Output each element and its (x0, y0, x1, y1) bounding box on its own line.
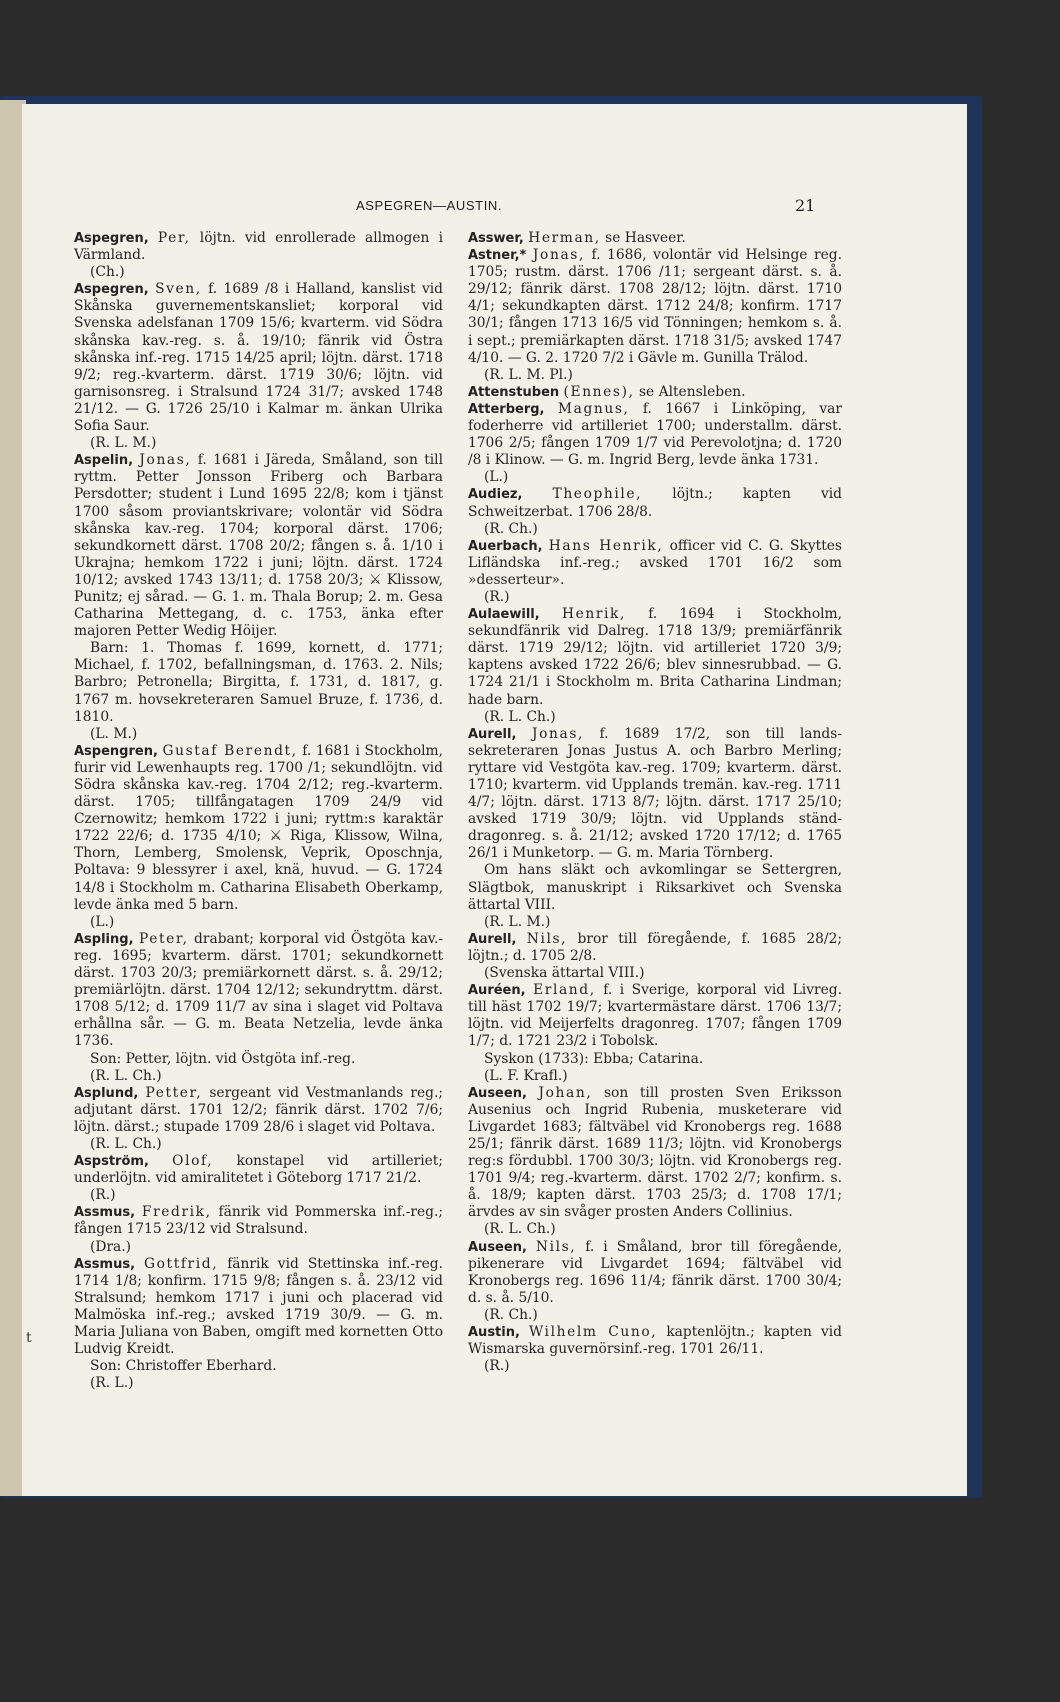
biography-entry (468, 1239, 842, 1307)
entry-sources: (R.) (484, 1358, 510, 1375)
entry-text: f. 1694 i Stockholm, sekundfänrik vid Dalreg. 1718 13/9; premiärfänrik därst. 1719 29/12; löjtn. vid artilleriet 1720 3/9; kaptens avsked 1722 26/6; blev sinnesrubbad. — G. 1724 21/1 i Stockholm m. Brita Catharina Lindman; hade barn. (468, 606, 843, 708)
entry-surname: Aspegren, (74, 231, 149, 246)
entry-sources: (R. L. Ch.) (484, 708, 556, 725)
page-number: 21 (795, 196, 816, 215)
entry-note: Son: Petter, löjtn. vid Östgöta inf.-reg. (90, 1050, 356, 1067)
book-page (22, 104, 967, 1496)
entry-given-name: Wilhelm Cuno, (529, 1324, 658, 1340)
biography-entry (74, 452, 443, 640)
entry-given-name: Peter, (138, 930, 189, 947)
entry-given-name: Jonas, (531, 725, 584, 742)
biography-entry (468, 1085, 842, 1222)
entry-given-name: Henrik, (561, 606, 626, 623)
entry-note: Son: Christoffer Eberhard. (90, 1358, 277, 1375)
entry-text: sergeant vid Vestmanlands reg.; adjutant därst. 1701 12/2; fänrik därst. 1702 7/6; löjtn. därst.; stupade 1709 28/6 i slaget vid Poltava. (74, 1084, 443, 1135)
entry-given-name: Johan, (538, 1084, 593, 1101)
entry-surname: Aspström, (74, 1154, 149, 1170)
biography-entry (468, 726, 842, 863)
biography-entry (468, 931, 842, 965)
entry-text: fänrik vid Pommerska inf.-reg.; fången 1715 23/12 vid Stralsund. (74, 1204, 443, 1238)
biography-entry (468, 247, 842, 367)
entry-surname: Aspengren, (74, 743, 158, 759)
entry-text: f. i Sverige, korporal vid Livreg. till häst 1702 19/7; kvartermästare därst. 1706 13/7; löjtn. vid Meijerfelts dragonreg. 1707; fången 1709 1/7; d. 1721 23/2 i Tobolsk. (468, 982, 842, 1050)
entry-text: se Hasveer. (600, 230, 686, 246)
entry-given-name: Jonas, (532, 247, 585, 264)
entry-surname: Aurell, (468, 726, 517, 742)
entry-text: löjtn. vid enrollerade allmogen i Värmland. (74, 230, 443, 264)
entry-surname: Asplund, (74, 1085, 139, 1101)
entry-surname: Aspling, (74, 931, 134, 947)
entry-surname: Auerbach, (468, 538, 543, 554)
entry-text: officer vid C. G. Skyttes Lifländska inf.-reg.; avsked 1701 16/2 som »desserteur». (468, 537, 842, 588)
biography-entry (74, 743, 443, 914)
entry-given-name: Magnus, (557, 400, 630, 417)
entry-sources: (L. F. Krafl.) (484, 1067, 568, 1084)
left-column (74, 230, 443, 1392)
entry-sources: (R. Ch.) (484, 520, 538, 537)
entry-sources: (R. L. M.) (90, 435, 157, 452)
entry-sources: (Dra.) (90, 1238, 132, 1255)
running-head: ASPEGREN—AUSTIN. (356, 198, 503, 213)
entry-text: f. 1689 17/2, son till lands-sekreteraren Jonas Justus A. och Barbro Merling; ryttare vid Vestgöta kav.-reg. 1709; kvarterm. därst. 1710; kvarterm. vid Upplands tremän. kav.-reg. 1711 4/7; löjtn. därst. 1713 8/7; löjtn. därst. 1717 25/10; avsked 1719 30/9; löjtn. vid Upplands ständ-dragonreg. s. å. 21/12; avsked 1720 17/12; d. 1765 26/1 i Munketorp. — G. m. Maria Törnberg. (468, 725, 842, 862)
entry-surname: Attenstuben (468, 384, 560, 400)
biography-entry (468, 538, 842, 589)
entry-text: f. 1689 /8 i Halland, kanslist vid Skånska guvernementskansliet; korporal vid Svenska adelsfanan 1709 15/6; kvarterm. vid Södra skånska kav.-reg. s. å. 19/10; fänrik vid Östra skånska inf.-reg. 1715 14/25 april; löjtn. därst. 1718 9/2; reg.-kvarterm. därst. 1719 30/6; löjtn. vid garnisonsreg. i Stralsund 1724 31/7; avsked 1748 21/12. — G. 1726 25/10 i Kalmar m. änkan Ulrika Sofia Saur. (74, 281, 443, 435)
page-header (22, 196, 967, 220)
entry-given-name: Herman, (528, 230, 601, 246)
entry-sources: (R. L. Ch.) (90, 1067, 162, 1084)
right-column (468, 230, 842, 1375)
entry-surname: Asswer, (468, 231, 524, 246)
entry-text: konstapel vid artilleriet; underlöjtn. vid amiralitetet i Göteborg 1717 21/2. (74, 1153, 443, 1187)
margin-mark: t (26, 1330, 32, 1346)
entry-sources: (R. L. Ch.) (484, 1221, 556, 1238)
entry-sources: (R. L. Ch.) (90, 1135, 162, 1152)
entry-text: son till prosten Sven Eriksson Ausenius och Ingrid Rubenia, musketerare vid Livgardet 1683; fältväbel vid Kronobergs reg. 1688 25/1; fänrik därst. 1689 11/3; löjtn. vid Kronobergs reg:s fördubbl. 1700 30/3; löjtn. vid Kronobergs reg. 1701 9/4; reg.-kvarterm. därst. 1702 2/7; konfirm. s. å. 18/9; kapten därst. 1703 25/3; d. 1708 17/1; ärvdes av sin svåger prosten Anders Collinius. (468, 1084, 842, 1221)
entry-surname: Assmus, (74, 1256, 136, 1272)
entry-surname: Audiez, (468, 487, 523, 503)
entry-given-name: Nils, (526, 930, 568, 947)
biography-entry (74, 281, 443, 435)
biography-entry (468, 982, 842, 1050)
entry-surname: Aurell, (468, 931, 517, 947)
entry-sources: (R. L. M.) (484, 913, 551, 930)
biography-entry (74, 931, 443, 1051)
entry-text: f. 1681 i Järeda, Småland, son till ryttm. Petter Jonsson Friberg och Barbara Persdotter; student i Lund 1695 22/8; kom i tjänst 1700 såsom proviantskrivare; volontär vid Södra skånska kav.-reg. 1704; korporal därst. 1706; sekundkornett därst. 1708 20/2; fången s. å. 1/10 i Ukrajna; hemkom 1722 i juni; löjtn. därst. 1724 10/12; avsked 1743 13/11; d. 1758 20/3; ⚔ Klissow, Punitz; ej sårad. — G. 1. m. Thala Borup; 2. m. Gesa Catharina Mettegang, d. c. 1753, änka efter majoren Petter Wedig Höijer. (74, 452, 443, 640)
entry-text: f. 1681 i Stockholm, furir vid Lewenhaupts reg. 1700 /1; sekundlöjtn. vid Södra skånska kav.-reg. 1704 2/12; reg.-kvarterm. därst. 1705; tillfångatagen 1709 24/9 vid Czernowitz; hemkom 1722 i juni; ryttm:s karaktär 1722 22/6; d. 1735 4/10; ⚔ Riga, Klissow, Wilna, Thorn, Lemberg, Smolensk, Veprik, Oposchnja, Poltava: 9 blessyrer i axel, knä, huvud. — G. 1724 14/8 i Stockholm m. Catharina Elisabeth Oberkamp, levde änka med 5 barn. (74, 742, 444, 913)
entry-text: f. 1686, volontär vid Helsinge reg. 1705; rustm. därst. 1706 /11; sergeant därst. s. å. 29/12; fänrik därst. 1708 28/12; löjtn. därst. 1710 4/1; sekundkapten därst. 1712 24/8; konfirm. 1717 30/1; fången 1713 16/5 vid Tönningen; hemkom s. å. i sept.; premiärkapten därst. 1718 31/5; avsked 1747 4/10. — G. 2. 1720 7/2 i Gävle m. Gunilla Trälod. (468, 247, 843, 366)
entry-surname: Assmus, (74, 1205, 136, 1221)
entry-given-name: Gottfrid, (144, 1255, 219, 1272)
entry-note: Syskon (1733): Ebba; Catarina. (484, 1050, 704, 1067)
entry-sources: (Ch.) (90, 264, 125, 281)
entry-surname: Auseen, (468, 1239, 527, 1255)
entry-text: fänrik vid Stettinska inf.-reg. 1714 1/8; konfirm. 1715 9/8; fången s. å. 23/12 vid Stralsund; hemkom 1717 i juni och placerad vid Malmöska inf.-reg.; avsked 1719 30/9. — G. m. Maria Juliana von Baben, omgift med kornetten Otto Ludvig Kreidt. (74, 1255, 444, 1358)
entry-sources: (R. L. M. Pl.) (484, 366, 573, 383)
entry-sources: (R.) (90, 1187, 116, 1204)
entry-text: bror till föregående, f. 1685 28/2; löjtn.; d. 1705 2/8. (468, 930, 842, 964)
entry-given-name: Per, (157, 230, 191, 246)
biography-entry (74, 1085, 443, 1136)
entry-text: drabant; korporal vid Östgöta kav.-reg. 1695; kvarterm. därst. 1701; sekundkornett därst. 1703 20/3; premiärkornett därst. s. å. 29/12; premiärlöjtn. därst. 1704 12/12; sekundryttm. därst. 1708 5/12; d. 1709 11/7 av sina i slaget vid Poltava erhållna sår. — G. m. Beata Netzelia, levde änka 1736. (74, 930, 443, 1050)
entry-given-name: Fredrik, (141, 1204, 212, 1221)
entry-sources: (R. L.) (90, 1375, 134, 1392)
entry-text: se Altensleben. (634, 383, 746, 400)
biography-entry (74, 1256, 443, 1359)
entry-text: löjtn.; kapten vid Schweitzerbat. 1706 28/8. (468, 486, 842, 520)
biography-entry (74, 1153, 443, 1187)
entry-given-name: Theophile, (552, 486, 643, 503)
entry-note: Om hans släkt och avkomlingar se Settergren, Slägtbok, manuskript i Riksarkivet och Svenska ättartal VIII. (468, 862, 842, 913)
entry-surname: Austin, (468, 1325, 520, 1340)
entry-surname: Auseen, (468, 1085, 527, 1101)
entry-given-name: Hans Henrik, (548, 537, 664, 554)
entry-given-name: Sven, (155, 281, 202, 298)
entry-sources: (R. Ch.) (484, 1306, 538, 1323)
entry-text: f. i Småland, bror till föregående, pikenerare vid Livgardet 1694; fältväbel vid Kronobergs reg. 1696 11/4; fänrik därst. 1700 30/4; d. s. å. 5/10. (468, 1238, 842, 1306)
entry-given-name: Erland, (533, 982, 596, 999)
entry-text: f. 1667 i Linköping, var foderherre vid artilleriet 1700; understallm. därst. 1706 2/5; fången 1709 1/7 vid Perevolotjna; d. 1720 /8 i Klinow. — G. m. Ingrid Berg, levde änka 1731. (468, 400, 843, 469)
entry-sources: (L.) (90, 913, 115, 930)
entry-surname: Auréen, (468, 983, 526, 999)
entry-surname: Aulaewill, (468, 607, 540, 623)
biography-entry (468, 606, 842, 709)
biography-entry (468, 230, 842, 247)
biography-entry (468, 486, 842, 520)
entry-given-name: Petter, (145, 1084, 203, 1101)
entry-sources: (L.) (484, 469, 509, 486)
entry-text: kaptenlöjtn.; kapten vid Wismarska guvernörsinf.-reg. 1701 26/11. (468, 1324, 843, 1358)
entry-given-name: Gustaf Berendt, (162, 742, 298, 759)
entry-note: Barn: 1. Thomas f. 1699, kornett, d. 1771; Michael, f. 1702, befallningsman, d. 1763. 2. Nils; Barbro; Petronella; Birgitta, f. 1731, d. 1817, g. 1767 m. hovsekreteraren Samuel Bruze, f. 1736, d. 1810. (74, 640, 443, 725)
biography-entry (468, 1324, 842, 1358)
biography-entry (74, 230, 443, 264)
entry-sources: (Svenska ättartal VIII.) (484, 965, 645, 982)
biography-entry (74, 1204, 443, 1238)
entry-sources: (R.) (484, 588, 510, 605)
biography-entry (468, 401, 842, 469)
entry-sources: (L. M.) (90, 725, 138, 742)
entry-surname: Atterberg, (468, 401, 545, 417)
entry-surname: Aspelin, (74, 453, 134, 469)
entry-given-name: Nils, (535, 1238, 577, 1255)
biography-entry (468, 384, 842, 401)
entry-given-name: Olof, (172, 1153, 214, 1170)
entry-surname: Astner,* (468, 248, 527, 264)
entry-surname: Aspegren, (74, 282, 149, 298)
entry-given-name: (Ennes), (563, 383, 635, 400)
entry-given-name: Jonas, (139, 452, 192, 469)
